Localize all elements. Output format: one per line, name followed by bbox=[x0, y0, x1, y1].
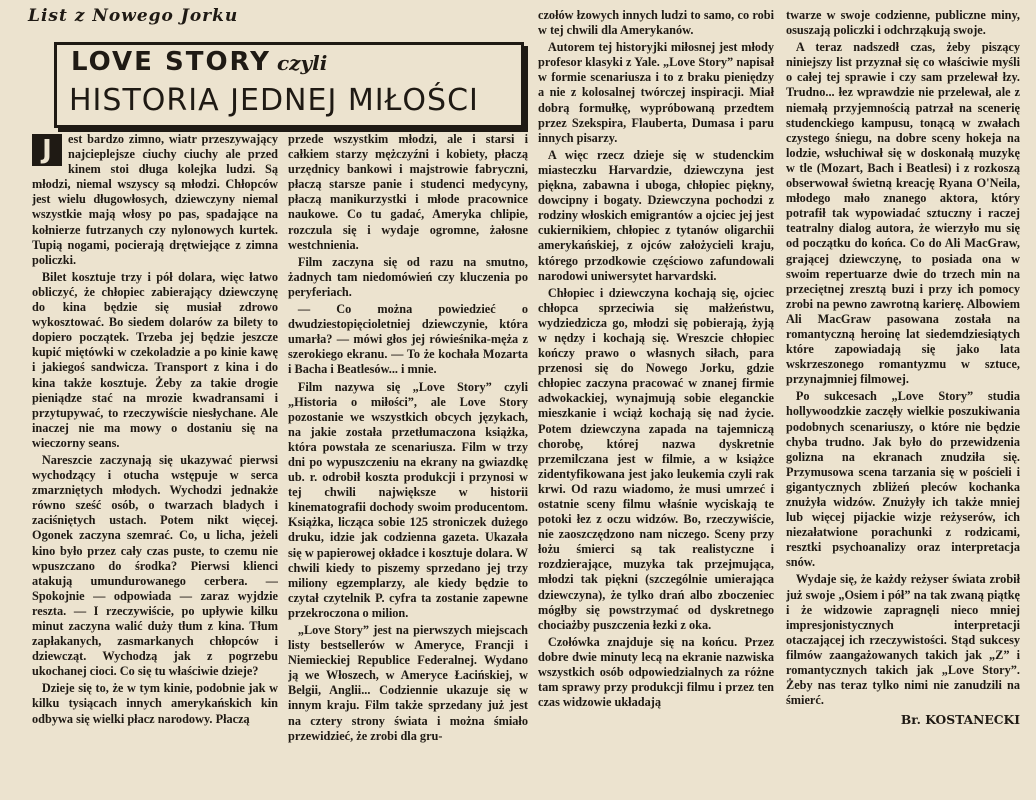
headline-line-1 bbox=[71, 47, 327, 77]
paragraph: J est bardzo zimno, wiatr przeszywający najcieplejsze ciuchy ciuchy ale przed kinem stoi długa kolejka ludzi. Są młodzi, niemal wszyscy są młodzi. Chłopców jest wielu długowłosych, dziewczyny niemal wszystkie mają włosy po pas, spadające na kołnierze futrzanych czy nylonowych kurtek. Tupią nogami, pocierają drętwiejące z zimna policzki. bbox=[32, 132, 278, 267]
headline-title: LOVE STORY bbox=[71, 47, 271, 77]
paragraph: — Co można powiedzieć o dwudziestopięcioletniej dziewczynie, która umarła? — mówi głos jej rówieśnika-męża z szerokiego ekranu. — To że kochała Mozarta i Bacha i Beatlesów... i mnie. bbox=[288, 302, 528, 377]
article-column-3 bbox=[538, 8, 774, 800]
article-column-2 bbox=[288, 132, 528, 800]
paragraph: Dzieje się to, że w tym kinie, podobnie jak w kilku tysiącach innych amerykańskich kin odbywa się wielki płacz narodowy. Płaczą bbox=[32, 681, 278, 726]
headline-czyli: czyli bbox=[276, 51, 328, 75]
paragraph: przede wszystkim młodzi, ale i starsi i całkiem starzy mężczyźni i kobiety, płaczą urzędnicy bankowi i majstrowie fabryczni, płaczą starsze panie i studenci medycyny, płaczą manikurzystki i młode pracownice naukowe. Co tu gadać, Ameryka chlipie, rozczula się i wydaje ogromne, żałosne westchnienia. bbox=[288, 132, 528, 252]
paragraph: Film nazywa się „Love Story” czyli „Historia o miłości”, ale Love Story pozostanie we wszystkich obcych językach, na jakie została przetłumaczona książka, która powstała ze scenariusza. Film w trzy dni po wypuszczeniu na ekrany na gwiazdkę ub. r. odrobił koszta produkcji i przynosi w tej chwili największe w historii kinematografii dochody swoim producentom. Książka, licząca sobie 125 stroniczek dużego druku, idzie jak codzienna gazeta. Ukazała się w papierowej okładce i kosztuje dolara. W chwili kiedy to piszemy sprzedano jej trzy miliony egzemplarzy, ale kiedy będzie to czytał czytelnik P. cyfra ta zostanie zapewne przekroczona o milion. bbox=[288, 379, 528, 620]
paragraph: Po sukcesach „Love Story” studia hollywoodzkie zaczęły wielkie poszukiwania podobnych scenariuszy, o które nie będzie chyba trudno. Jak było do przewidzenia golizna na ekranach znudziła się. Przymusowa scena tarzania się w pościeli i gigantycznych zbliżeń pleców kochanka znużyła widzów. Znużyły ich także mniej lub więcej pijackie wizje reżyserów, ich niezałatwione porachunki z rodzicami, resztki psychoanalizy oraz interpretacja snów. bbox=[786, 389, 1020, 570]
author-initial: Br. bbox=[900, 712, 921, 728]
article-column-4 bbox=[786, 8, 1020, 800]
paragraph: Bilet kosztuje trzy i pół dolara, więc łatwo obliczyć, że chłopiec zabierający dziewczynę do kina będzie się musiał zdrowo wykosztować. Bo siedem dolarów za bilety to dopiero początek. Trzeba jej będzie jeszcze kupić miętówki w czekoladzie a po kinie kawę i jakiegoś sandwicza. Transport z kina i do kina także kosztuje. Żeby za takie drogie pieniądze stać na mrozie kwadransami i przytupywać, to rzeczywiście niesłychane. Ale inaczej nie ma mowy o dostaniu się na wieczorny seans. bbox=[32, 269, 278, 450]
paragraph: Autorem tej historyjki miłosnej jest młody profesor klasyki z Yale. „Love Story” napisał w formie scenariusza i to z braku pieniędzy a nie z kolosalnej twórczej inspiracji. Miał dobrą formułkę, wypróbowaną przedtem przez Szekspira, Flauberta, Dumasa i paru innych pisarzy. bbox=[538, 40, 774, 145]
paragraph: „Love Story” jest na pierwszych miejscach listy bestsellerów w Ameryce, Francji i Niemieckiej Republice Federalnej. Wydano ją we Włoszech, w Ameryce Łacińskiej, w Belgii, Anglii... Codziennie ukazuje się w innym kraju. Film także sprzedany już jest na cztery strony świata i można śmiało przewidzieć, że zrobi dla gru- bbox=[288, 623, 528, 743]
paragraph: A więc rzecz dzieje się w studenckim miasteczku Harvardzie, dziewczyna jest piękna, zabawna i uboga, chłopiec piękny, dowcipny i bogaty. Dziewczyna pochodzi z rodziny włoskich emigrantów a ojciec jej jest cukiernikiem, chłopiec z tytanów oligarchii amerykańskiej, z ojców założycieli kraju, którego przodkowie częściowo zafundowali narodowi uniwersytet harvardski. bbox=[538, 147, 774, 283]
paragraph: Chłopiec i dziewczyna kochają się, ojciec chłopca sprzeciwia się małżeństwu, wydziedzicza go, młodzi się pobierają, żyją w nędzy i kochają się. Wreszcie chłopiec kończy prawo o własnych siłach, para przenosi się do Nowego Jorku, gdzie chłopiec zaczyna pracować w znanej firmie adwokackiej, wynajmują sobie eleganckie mieszkanie i wciąż kochają się nad życie. Potem dziewczyna zapada na tajemniczą chorobę, której nazwa dyskretnie przemilczana jest w filmie, a w książce zidentyfikowana jest jako leukemia czyli rak krwi. Od razu wiadomo, że musi umrzeć i ostatnie sceny filmu właśnie wyciskają te potoki łez z oczu widzów. Bo, rzeczywiście, nie zaoszczędzono nam niczego. Sceny przy łożu śmierci są tak realistyczne i rozdzierające, muzyka tak przejmująca, młodzi tak piękni (szczególnie umierająca dziewczyna), że tylko drań albo zboczeniec mógłby się powstrzymać od dyskretnego chociażby puszczenia łezki z oka. bbox=[538, 285, 774, 632]
paragraph: Film zaczyna się od razu na smutno, żadnych tam niedomówień czy kluczenia po peryferiach. bbox=[288, 254, 528, 299]
headline-box bbox=[54, 42, 524, 128]
drop-cap: J bbox=[32, 134, 62, 166]
article-column-1 bbox=[32, 132, 278, 800]
paragraph: A teraz nadszedł czas, żeby piszący niniejszy list przyznał się co właściwie myśli o całej tej sprawie i czy sam przelewał łzy. Trudno... łez wprawdzie nie przelewał, ale z niemałą przyjemnością patrzał na scenerię studenckiego kampusu, tonącą w zwałach czystego śniegu, na dobre sceny hokeja na lodzie, wsłuchiwał się w doskonałą muzykę w tle (Mozart, Bach i Beatlesi) i z rozkoszą obserwował świetną kreację Ryana O'Neila, młodego mało znanego aktora, który potrafił tak wypowiadać sztuczny i raczej teatralny dialog autora, że wierzyło mu się od początku do końca. Co do Ali MacGraw, grającej dziewczynę, to posiada ona w swoim repertuarze dwie do trzech min na przeciętnej zresztą buzi i przy ich pomocy zrobi na pewno zawrotną karierę. Albowiem Ali MacGraw pasowana została na romantyczną heroinę lat siedemdziesiątych które zapowiadają się jako lata wskrzeszonego romantyzmu w sztuce, przynajmniej filmowej. bbox=[786, 40, 1020, 387]
paragraph: Czołówka znajduje się na końcu. Przez dobre dwie minuty lecą na ekranie nazwiska wszystkich osób odpowiedzialnych za różne tam sprawy przy produkcji filmu i przez ten czas widzowie układają bbox=[538, 634, 774, 710]
section-kicker: List z Nowego Jorku bbox=[28, 6, 239, 26]
paragraph: twarze w swoje codzienne, publiczne miny, osuszają policzki i odchrząkują swoje. bbox=[786, 8, 1020, 38]
author-signature bbox=[786, 712, 1020, 727]
author-name: KOSTANECKI bbox=[925, 712, 1020, 728]
headline-line-2: HISTORIA JEDNEJ MIŁOŚCI bbox=[69, 83, 479, 118]
paragraph: czołów łzowych innych ludzi to samo, co robi w tej chwili dla Amerykanów. bbox=[538, 8, 774, 38]
paragraph: Nareszcie zaczynają się ukazywać pierwsi wychodzący i otucha wstępuje w serca zmarzniętych młodych. Wychodzi jednakże równo sześć osób, o twarzach bladych i zaciśniętych ustach. Potem nikt więcej. Ogonek zaczyna szemrać. Co, u licha, jeżeli kino było przez cały czas puste, to czemu nie wpuszczano do środka? Pierwsi klienci atakują umundurowanego cerbera. — Spokojnie — odpowiada — zaraz wyjdzie reszta. — I rzeczywiście, po upływie kilku minut zaczyna walić duży tłum z kina. Tłum zapłakanych, zasmarkanych chłopców i dziewcząt. Wychodzą jak z pogrzebu ukochanej cioci. Co się tu właściwie dzieje? bbox=[32, 452, 278, 679]
paragraph: Wydaje się, że każdy reżyser świata zrobił już swoje „Osiem i pół” na tak zwaną piątkę i że widzowie zapragnęli nieco mniej impresjonistycznych interpretacji otaczającej ich rzeczywistości. Stąd sukcesy filmów zaangażowanych takich jak „Z” i romantycznych takich jak „Love Story”. Żeby nas teraz tylko nimi nie zanudzili na śmierć. bbox=[786, 572, 1020, 708]
